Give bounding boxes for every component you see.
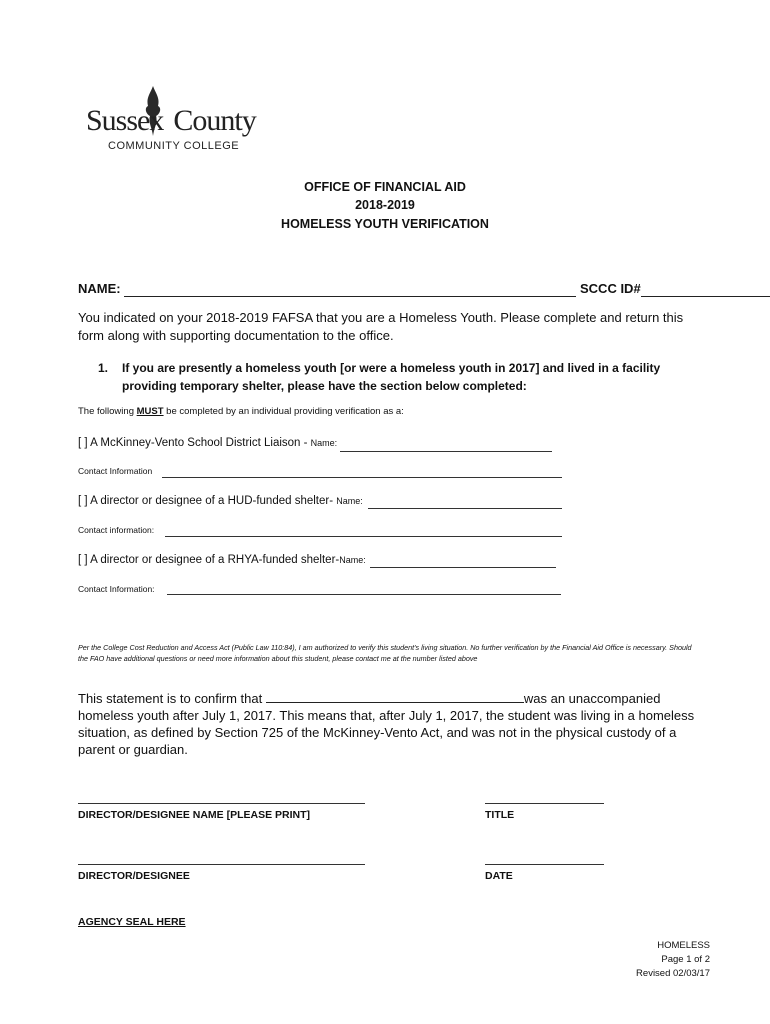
college-logo xyxy=(86,80,256,160)
intro-paragraph: You indicated on your 2018-2019 FAFSA that you are a Homeless Youth. Please complete and return this form along with supporting documentation to the office. xyxy=(78,310,684,343)
option-liaison-name-label: Name: xyxy=(310,438,338,448)
agency-seal-label: AGENCY SEAL HERE xyxy=(78,916,186,928)
option-rhya-name-field[interactable] xyxy=(370,567,556,568)
footer-form-name: HOMELESS xyxy=(657,940,710,951)
option-liaison-contact-field[interactable] xyxy=(162,477,562,478)
option-hud-contact-label: Contact information: xyxy=(78,525,155,535)
option-hud[interactable]: [ ] A director or designee of a HUD-funded shelter- Name: xyxy=(78,495,363,507)
footer-revision-date: Revised 02/03/17 xyxy=(636,968,710,979)
option-liaison-name-field[interactable] xyxy=(340,451,552,452)
director-signature-line[interactable] xyxy=(78,864,365,865)
item-1-text: If you are presently a homeless youth [or were a homeless youth in 2017] and lived in a facility providing temporary shelter, please have the section below completed: xyxy=(122,361,661,393)
legal-fine-print: Per the College Cost Reduction and Access Act (Public Law 110:84), I am authorized to verify this student's living situation. No further verification by the Financial Aid Office is necessary. Should the FAO have additional questions or need more information about this student, please contact me at the number listed above xyxy=(78,643,692,663)
option-rhya-contact-field[interactable] xyxy=(167,594,561,595)
office-title: OFFICE OF FINANCIAL AID xyxy=(304,180,466,194)
sccc-id-field[interactable] xyxy=(641,296,770,297)
footer-page-number: Page 1 of 2 xyxy=(661,954,710,965)
option-hud-name-field[interactable] xyxy=(368,508,562,509)
option-rhya-contact-label: Contact Information: xyxy=(78,584,155,594)
option-rhya-name-label: Name: xyxy=(339,555,366,565)
name-field[interactable] xyxy=(124,296,576,297)
director-name-print-line[interactable] xyxy=(78,803,365,804)
year-title: 2018-2019 xyxy=(355,198,415,212)
date-line[interactable] xyxy=(485,864,604,865)
form-title: HOMELESS YOUTH VERIFICATION xyxy=(281,217,489,231)
must-emphasis: MUST xyxy=(136,406,164,417)
option-hud-name-label: Name: xyxy=(336,496,363,506)
date-label: DATE xyxy=(485,870,513,882)
option-hud-contact-field[interactable] xyxy=(165,536,562,537)
name-id-row xyxy=(78,281,708,301)
item-1-number: 1. xyxy=(98,361,109,375)
option-liaison-contact-label: Contact Information xyxy=(78,466,153,476)
director-signature-label: DIRECTOR/DESIGNEE xyxy=(78,870,190,882)
sccc-id-label: SCCC ID# xyxy=(580,281,641,296)
confirmation-statement: This statement is to confirm that was an unaccompanied homeless youth after July 1, 2017. This means that, after July 1, 2017, the student was living in a homeless situation, as defined by Section 725 of the McKinney-Vento Act, and was not in the physical custody of a parent or guardian. xyxy=(78,691,695,757)
logo-wordmark: Sussex County xyxy=(86,104,256,137)
title-line[interactable] xyxy=(485,803,604,804)
option-rhya[interactable]: [ ] A director or designee of a RHYA-funded shelter-Name: xyxy=(78,554,366,566)
director-name-print-label: DIRECTOR/DESIGNEE NAME [PLEASE PRINT] xyxy=(78,809,310,821)
student-name-field[interactable] xyxy=(266,690,524,703)
logo-subtitle: COMMUNITY COLLEGE xyxy=(108,140,240,152)
title-label: TITLE xyxy=(485,809,515,821)
option-liaison[interactable]: [ ] A McKinney-Vento School District Liaison - Name: xyxy=(78,437,338,449)
must-instruction: The following MUST be completed by an individual providing verification as a: xyxy=(78,406,404,417)
name-label: NAME: xyxy=(78,281,121,296)
page-footer xyxy=(636,939,710,981)
